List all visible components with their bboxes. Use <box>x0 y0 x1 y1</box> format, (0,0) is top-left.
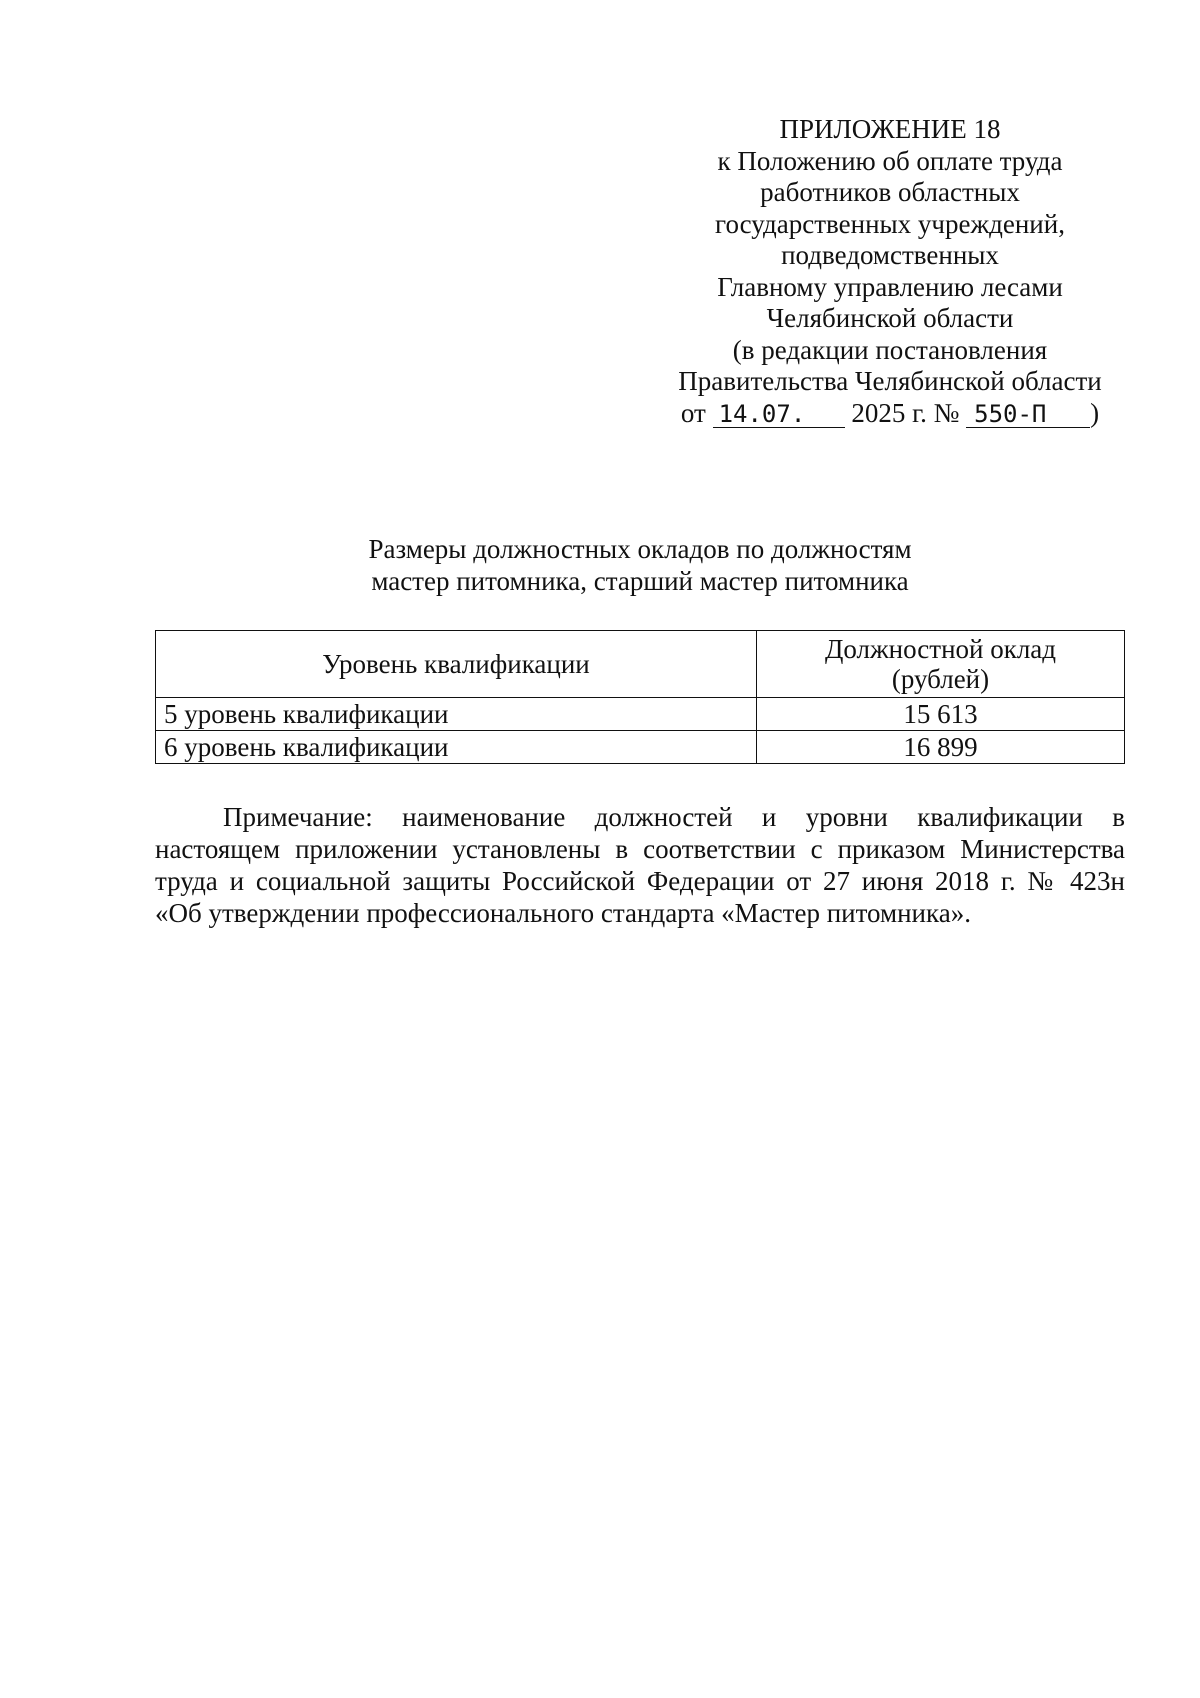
resolution-date-line <box>650 398 1130 430</box>
header-qualification-level: Уровень квалификации <box>156 631 757 698</box>
appendix-title: ПРИЛОЖЕНИЕ 18 <box>779 114 1001 144</box>
resolution-date-field: 14.07. <box>713 401 845 428</box>
note-line: Примечание: наименование должностей и уровни квалификации в <box>223 802 1125 832</box>
document-title-line-1: Размеры должностных окладов по должностям <box>368 534 912 564</box>
qualification-level-cell: 5 уровень квалификации <box>156 698 757 731</box>
date-prefix: от <box>680 397 706 428</box>
note-paragraph <box>155 801 1125 929</box>
appendix-line: государственных учреждений, <box>715 208 1065 239</box>
appendix-line: к Положению об оплате труда <box>717 145 1063 176</box>
qualification-level-cell: 6 уровень квалификации <box>156 731 757 764</box>
appendix-line: (в редакции постановления <box>732 334 1048 365</box>
table-header-row <box>156 631 1125 698</box>
salary-amount-cell: 15 613 <box>757 698 1125 731</box>
appendix-line: работников областных <box>760 177 1020 207</box>
note-line: настоящем приложении установлены в соответствии с приказом Министерства <box>155 834 1125 864</box>
table-row <box>156 698 1125 731</box>
table-row <box>156 731 1125 764</box>
appendix-line: Главному управлению лесами <box>717 271 1063 302</box>
document-title-line-2: мастер питомника, старший мастер питомника <box>371 566 909 596</box>
appendix-header <box>650 114 1130 429</box>
resolution-year: 2025 г. № <box>851 397 960 428</box>
appendix-line: подведомственных <box>781 240 999 270</box>
header-salary-line-2: (рублей) <box>891 664 990 694</box>
document-title <box>155 533 1125 597</box>
resolution-number-field: 550-П <box>966 401 1090 428</box>
closing-paren: ) <box>1090 397 1100 428</box>
header-official-salary <box>757 631 1125 698</box>
header-salary-line-1: Должностной оклад <box>824 634 1057 664</box>
salary-table <box>155 630 1125 764</box>
note-line: труда и социальной защиты Российской Федерации от 27 июня 2018 г. № 423н <box>155 866 1125 896</box>
note-line: «Об утверждении профессионального стандарта «Мастер питомника». <box>155 898 971 928</box>
salary-amount-cell: 16 899 <box>757 731 1125 764</box>
appendix-line: Челябинской области <box>766 303 1014 333</box>
appendix-line: Правительства Челябинской области <box>678 366 1102 396</box>
